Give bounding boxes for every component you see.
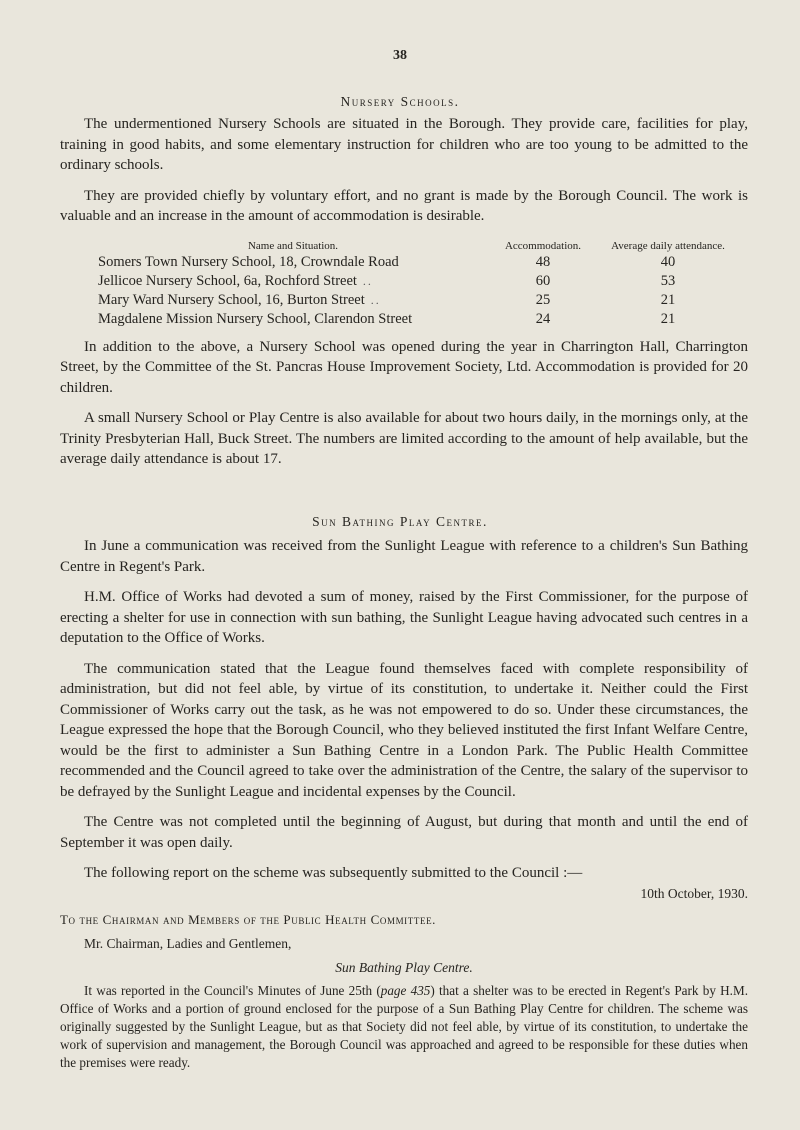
table-header-row (98, 233, 738, 252)
table-row (98, 252, 738, 271)
report-paragraph (60, 982, 748, 1072)
table-row (98, 290, 738, 309)
sun-paragraph-4: The Centre was not completed until the beginning of August, but during that month and until the end of September it was open daily. (60, 814, 748, 851)
leader-dots (412, 312, 418, 326)
sun-bathing-heading: Sun Bathing Play Centre. (312, 514, 488, 529)
leader-dots (399, 255, 405, 269)
nursery-paragraph-3: In addition to the above, a Nursery School was opened during the year in Charrington Hall, Charrington Street, by the Committee of the St. Pancras House Improvement Society, Ltd. Accommodation is provided for 20 children. (60, 338, 748, 396)
page-number: 38 (393, 48, 407, 63)
leader-dots: .. (362, 273, 373, 288)
nursery-section (60, 114, 748, 470)
report-title: Sun Bathing Play Centre. (335, 959, 473, 975)
leader-dots: .. (370, 292, 381, 307)
school-name: Jellicoe Nursery School, 6a, Rochford Street (98, 272, 357, 289)
accommodation-value: 25 (535, 291, 551, 308)
table-row (98, 271, 738, 290)
report-date: 10th October, 1930. (640, 885, 748, 901)
table-row (98, 309, 738, 328)
sun-paragraph-2: H.M. Office of Works had devoted a sum of money, raised by the First Commissioner, for the purpose of erecting a shelter for use in connection with sun bathing, the Sunlight League having advocated such centres in a deputation to the Office of Works. (60, 589, 748, 646)
nursery-paragraph-1: The undermentioned Nursery Schools are situated in the Borough. They provide care, facilities for play, training in good habits, and some elementary instruction for children who are too young to be admitted to the ordinary schools. (60, 116, 748, 173)
sun-bathing-section (60, 536, 748, 1072)
school-name: Magdalene Mission Nursery School, Clarendon Street (98, 310, 413, 327)
attendance-value: 40 (660, 253, 676, 270)
nursery-schools-table (98, 233, 738, 328)
sun-paragraph-1: In June a communication was received from the Sunlight League with reference to a children's Sun Bathing Centre in Regent's Park. (60, 538, 748, 575)
page-reference: page 435 (380, 982, 431, 998)
school-name: Somers Town Nursery School, 18, Crowndale Road (98, 253, 399, 270)
accommodation-value: 24 (535, 310, 551, 327)
school-name: Mary Ward Nursery School, 16, Burton Street (98, 291, 365, 308)
report-text-part-1: It was reported in the Council's Minutes of June 25th ( (84, 982, 381, 998)
attendance-value: 21 (660, 291, 676, 308)
addressee-line: To the Chairman and Members of the Public Health Committee. (60, 911, 437, 927)
nursery-schools-heading: Nursery Schools. (340, 94, 460, 109)
salutation: Mr. Chairman, Ladies and Gentlemen, (84, 935, 292, 951)
nursery-paragraph-2: They are provided chiefly by voluntary effort, and no grant is made by the Borough Council. The work is valuable and an increase in the amount of accommodation is desirable. (60, 187, 748, 224)
column-header-name: Name and Situation. (247, 239, 339, 252)
attendance-value: 53 (660, 272, 676, 289)
column-header-attendance: Average daily attendance. (611, 239, 725, 252)
accommodation-value: 48 (535, 253, 551, 270)
column-header-accommodation: Accommodation. (504, 239, 582, 252)
report-text-part-2: ) that a shelter was to be erected in Regent's Park by H.M. Office of Works and a portion of ground enclosed for the purpose of a Sun Bathing Play Centre for children. The scheme was originally suggested by the Sunlight League, but as that Society did not feel able, by virtue of its constitution, to undertake the work of supervision and management, the Borough Council was approached and agreed to be responsible for these duties when the premises were ready. (60, 982, 748, 1070)
sun-paragraph-3: The communication stated that the League found themselves faced with complete responsibility of administration, but did not feel able, by virtue of its constitution, to undertake it. Neither could the First Commissioner of Works carry out the task, as he was not empowered to do so. Under these circumstances, the League expressed the hope that the Borough Council, who they believed instituted the first Infant Welfare Centre, would be the first to administer a Sun Bathing Centre in a London Park. The Public Health Committee recommended and the Council agreed to take over the administration of the Centre, the salary of the supervisor to be defrayed by the Sunlight League and incidental expenses by the Council. (60, 660, 748, 800)
nursery-paragraph-4: A small Nursery School or Play Centre is also available for about two hours daily, in the mornings only, at the Trinity Presbyterian Hall, Buck Street. The numbers are limited according to the amount of help available, but the average daily attendance is about 17. (60, 410, 748, 467)
attendance-value: 21 (660, 310, 676, 327)
sun-paragraph-5: The following report on the scheme was subsequently submitted to the Council :— (84, 865, 583, 881)
accommodation-value: 60 (535, 272, 551, 289)
